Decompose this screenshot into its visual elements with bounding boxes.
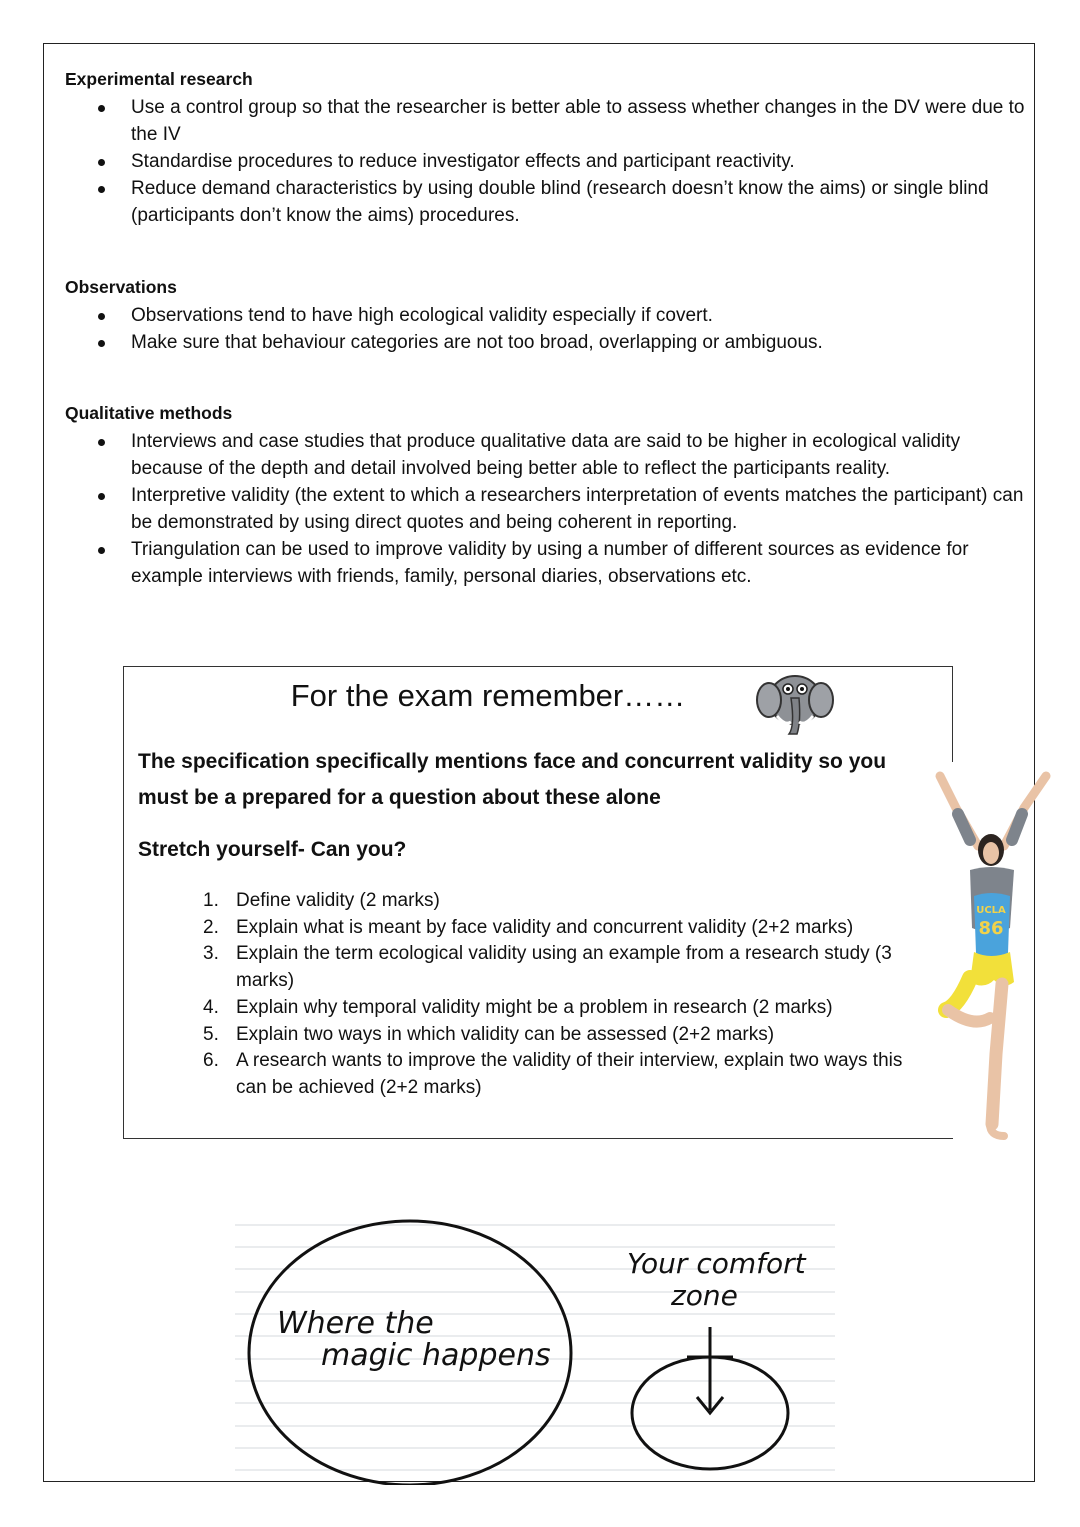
bullet-icon bbox=[98, 493, 105, 500]
list-item: Observations tend to have high ecological validity especially if covert. bbox=[65, 302, 1025, 329]
shirt-text: UCLA bbox=[976, 905, 1006, 916]
section-experimental bbox=[65, 68, 1025, 229]
list-item: Use a control group so that the researcher is better able to assess whether changes in the DV were due to the IV bbox=[65, 94, 1025, 148]
list-item: 2. Explain what is meant by face validity and concurrent validity (2+2 marks) bbox=[203, 916, 854, 938]
experimental-list bbox=[65, 94, 1025, 229]
list-item: Interviews and case studies that produce qualitative data are said to be higher in ecological validity because of the depth and detail involved being better able to reflect the participants reality. bbox=[65, 428, 1025, 482]
observations-heading: Observations bbox=[65, 277, 177, 297]
list-item: Triangulation can be used to improve validity by using a number of different sources as evidence for example interviews with friends, family, personal diaries, observations etc. bbox=[65, 536, 1025, 590]
bullet-icon bbox=[98, 159, 105, 166]
list-item: Standardise procedures to reduce investigator effects and participant reactivity. bbox=[65, 148, 1025, 175]
magic-text-line1: Where the bbox=[277, 1306, 434, 1341]
shirt-number: 86 bbox=[978, 918, 1004, 939]
list-item: 5. Explain two ways in which validity can be assessed (2+2 marks) bbox=[203, 1023, 775, 1045]
exam-title: For the exam remember…… bbox=[290, 678, 686, 713]
bullet-icon bbox=[98, 340, 105, 347]
bullet-icon bbox=[98, 186, 105, 193]
bullet-icon bbox=[98, 105, 105, 112]
bullet-icon bbox=[98, 547, 105, 554]
yoga-pose-figure bbox=[918, 768, 1053, 1140]
qualitative-list bbox=[65, 428, 1025, 590]
observations-list bbox=[65, 302, 1025, 356]
bullet-icon bbox=[98, 313, 105, 320]
stretch-heading: Stretch yourself- Can you? bbox=[138, 838, 407, 861]
comfort-text-line2: zone bbox=[671, 1279, 738, 1312]
qualitative-heading: Qualitative methods bbox=[65, 403, 233, 423]
experimental-heading: Experimental research bbox=[65, 69, 253, 89]
section-observations bbox=[65, 276, 1025, 356]
list-item: Reduce demand characteristics by using double blind (research doesn’t know the aims) or single blind (participants don’t know the aims) procedures. bbox=[65, 175, 1025, 229]
list-item: Interpretive validity (the extent to which a researchers interpretation of events matches the participant) can be demonstrated by using direct quotes and being coherent in reporting. bbox=[65, 482, 1025, 536]
magic-text-line2: magic happens bbox=[321, 1338, 551, 1373]
list-item: Make sure that behaviour categories are not too broad, overlapping or ambiguous. bbox=[65, 329, 1025, 356]
list-item: 1. Define validity (2 marks) bbox=[203, 890, 440, 911]
list-item: 6. A research wants to improve the validity of their interview, explain two ways this can be achieved (2+2 marks) bbox=[203, 1050, 903, 1098]
question-list bbox=[203, 888, 933, 1102]
comfort-text-line1: Your comfort bbox=[627, 1247, 806, 1280]
specification-note: The specification specifically mentions face and concurrent validity so you must be a prepared for a question about these alone bbox=[138, 750, 887, 809]
elephant-icon bbox=[755, 666, 835, 740]
list-item: 4. Explain why temporal validity might be a problem in research (2 marks) bbox=[203, 996, 833, 1018]
section-qualitative bbox=[65, 402, 1025, 590]
bullet-icon bbox=[98, 439, 105, 446]
list-item: 3. Explain the term ecological validity using an example from a research study (3 marks) bbox=[203, 943, 892, 992]
comfort-zone-sketch bbox=[235, 1215, 835, 1485]
